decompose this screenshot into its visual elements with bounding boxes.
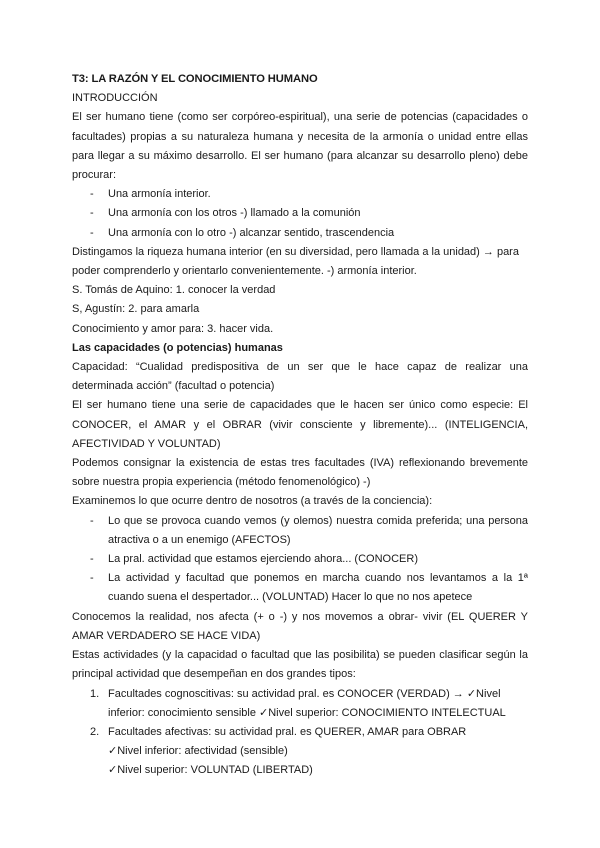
list-number: 1. bbox=[90, 687, 100, 700]
examples-list bbox=[72, 512, 528, 608]
unique-paragraph: El ser humano tiene una serie de capacidades que le hacen ser único como especie: El CONOCER, el AMAR y el OBRAR (vivir consciente y libremente)... (INTELIGENCIA, AFECTIVIDAD Y VOLUNTAD) bbox=[72, 399, 528, 450]
intro-heading: INTRODUCCIÓN bbox=[72, 92, 158, 105]
list-item-text: Facultades afectivas: su actividad pral. es QUERER, AMAR para OBRAR bbox=[108, 725, 467, 738]
capacidad-definition: Capacidad: “Cualidad predispositiva de un ser que le hace capaz de realizar una determinada acción” (facultad o potencia) bbox=[72, 361, 528, 393]
harmony-list bbox=[72, 185, 528, 243]
intro-paragraph: El ser humano tiene (como ser corpóreo-espiritual), una serie de potencias (capacidades o facultades) propias a su naturaleza humana y necesita de la armonía o unidad entre ellas para llegar a su máximo desarrollo. El ser humano (para alcanzar su desarrollo pleno) debe procurar: bbox=[72, 111, 528, 182]
activities-paragraph: Estas actividades (y la capacidad o facultad que las posibilita) se pueden clasificar según la principal actividad que desempeñan en dos grandes tipos: bbox=[72, 649, 528, 681]
list-item: - Una armonía con los otros -) llamado a la comunión bbox=[72, 204, 528, 223]
list-item: - Una armonía interior. bbox=[72, 185, 528, 204]
list-item: - Lo que se provoca cuando vemos (y olemos) nuestra comida preferida; una persona atractiva o a un enemigo (AFECTOS) bbox=[72, 512, 528, 550]
sub-item: ✓Nivel inferior: afectividad (sensible) bbox=[108, 745, 288, 758]
list-item-text: Facultades cognoscitivas: su actividad pral. es CONOCER (VERDAD) → ✓Nivel inferior: conocimiento sensible ✓Nivel superior: CONOCIMIENTO INTELECTUAL bbox=[108, 687, 506, 719]
list-number: 2. bbox=[90, 725, 100, 738]
reality-paragraph: Conocemos la realidad, nos afecta (+ o -) y nos movemos a obrar- vivir (EL QUERER Y AMAR VERDADERO SE HACE VIDA) bbox=[72, 610, 528, 642]
agustin-line: S, Agustín: 2. para amarla bbox=[72, 303, 200, 316]
consign-paragraph: Podemos consignar la existencia de estas tres facultades (IVA) reflexionando brevemente sobre nuestra propia experiencia (método fenomenológico) -) bbox=[72, 457, 528, 489]
list-item: - La actividad y facultad que ponemos en marcha cuando nos levantamos a la 1ª cuando suena el despertador... (VOLUNTAD) Hacer lo que no nos apetece bbox=[72, 569, 528, 607]
list-item bbox=[72, 723, 528, 742]
document-title: T3: LA RAZÓN Y EL CONOCIMIENTO HUMANO bbox=[72, 73, 318, 85]
sub-item: ✓Nivel superior: VOLUNTAD (LIBERTAD) bbox=[108, 764, 313, 777]
aquino-line: S. Tomás de Aquino: 1. conocer la verdad bbox=[72, 284, 276, 297]
capacities-heading: Las capacidades (o potencias) humanas bbox=[72, 341, 283, 354]
examine-line: Examinemos lo que ocurre dentro de nosotros (a través de la conciencia): bbox=[72, 495, 433, 508]
types-list bbox=[72, 685, 528, 781]
document-page bbox=[72, 70, 528, 781]
distinguish-paragraph: Distingamos la riqueza humana interior (en su diversidad, pero llamada a la unidad) → para poder comprenderlo y orientarlo convenientemente. -) armonía interior. bbox=[72, 245, 519, 278]
list-item bbox=[72, 685, 528, 723]
love-line: Conocimiento y amor para: 3. hacer vida. bbox=[72, 322, 274, 335]
list-item: - La pral. actividad que estamos ejerciendo ahora... (CONOCER) bbox=[72, 550, 528, 569]
list-item: - Una armonía con lo otro -) alcanzar sentido, trascendencia bbox=[72, 224, 528, 243]
